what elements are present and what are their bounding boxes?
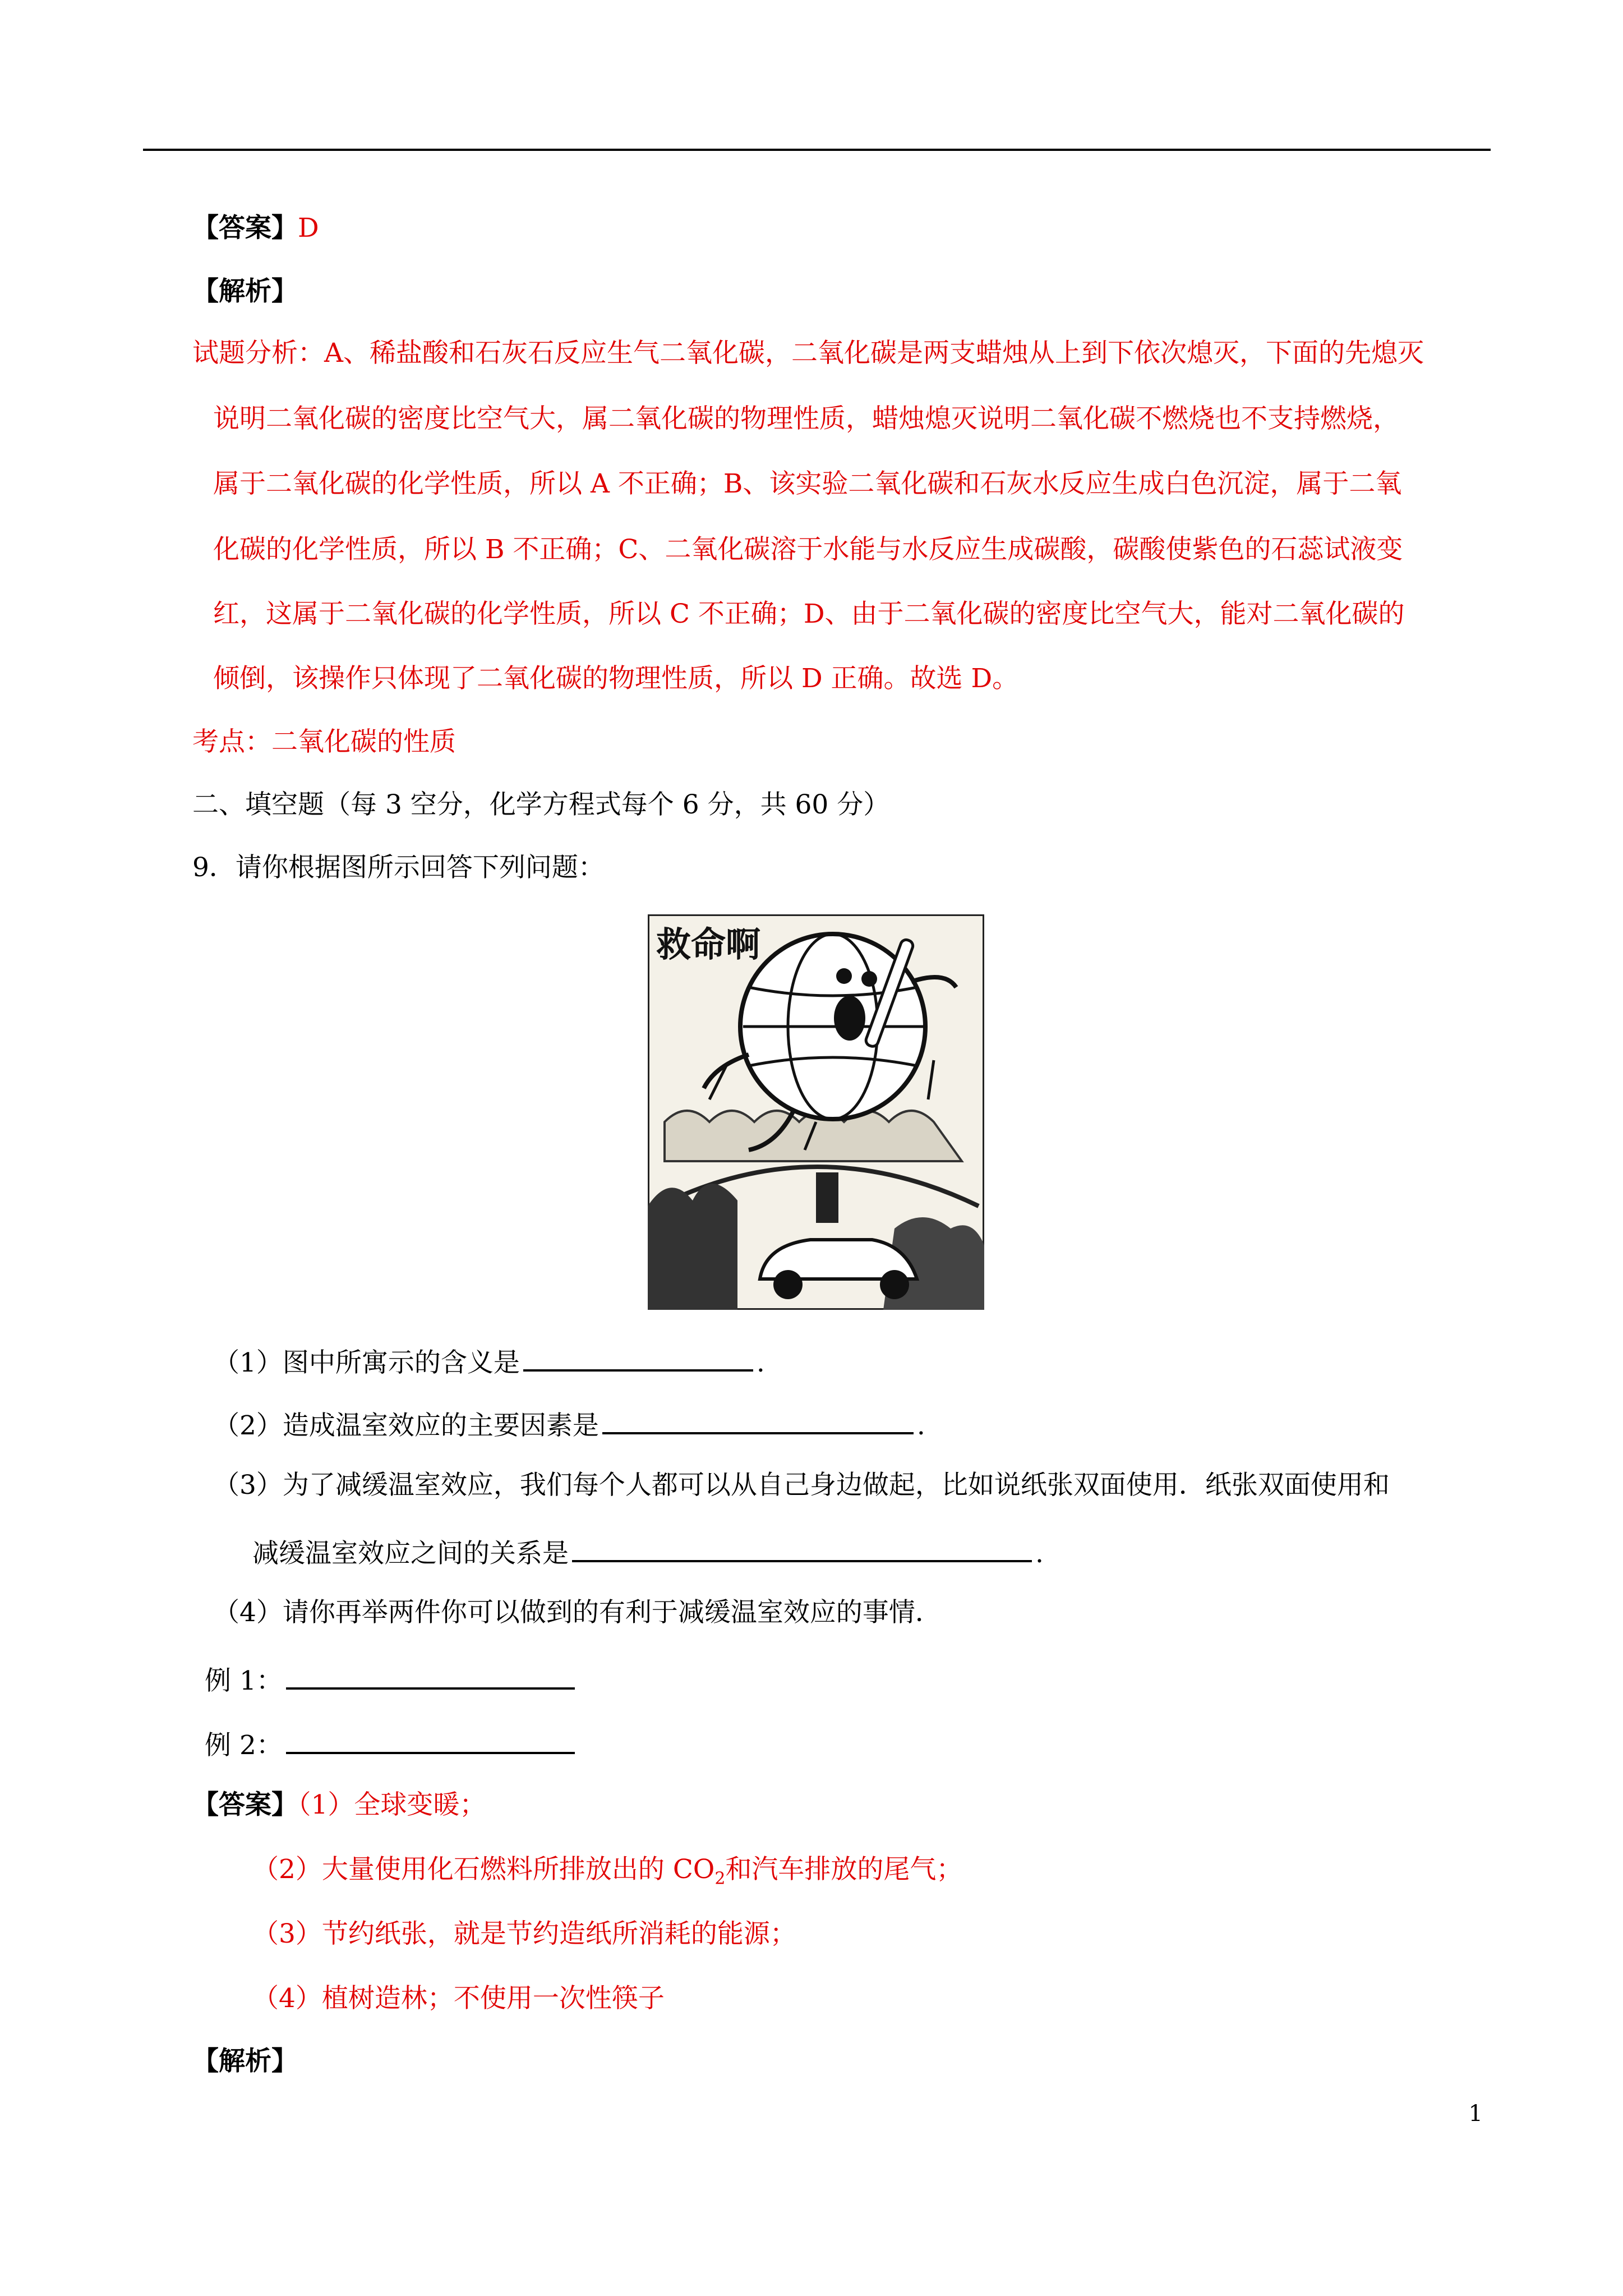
analysis-2-label: 【解析】 [192, 2046, 298, 2077]
section-2-title: 二、填空题（每 3 空分，化学方程式每个 6 分，共 60 分） [192, 789, 890, 820]
q9-sub-4: （4）请你再举两件你可以做到的有利于减缓温室效应的事情． [213, 1597, 942, 1628]
analysis-1-line-5: 红，这属于二氧化碳的化学性质，所以 C 不正确；D、由于二氧化碳的密度比空气大，能对二氧化碳的 [213, 599, 1405, 629]
blank-2[interactable] [602, 1405, 914, 1434]
cartoon-caption: 救命啊 [656, 924, 761, 965]
analysis-1-line-2: 说明二氧化碳的密度比空气大，属二氧化碳的物理性质，蜡烛熄灭说明二氧化碳不燃烧也不支持燃烧， [213, 403, 1399, 434]
global-warming-cartoon [648, 914, 984, 1310]
header-rule [143, 149, 1491, 151]
analysis-1-line-1: 试题分析：A、稀盐酸和石灰石反应生气二氧化碳，二氧化碳是两支蜡烛从上到下依次熄灭，下面的先熄灭 [192, 338, 1424, 369]
analysis-1-line-4: 化碳的化学性质，所以 B 不正确；C、二氧化碳溶于水能与水反应生成碳酸，碳酸使紫色的石蕊试液变 [213, 534, 1403, 565]
answer-2-line-4: （4）植树造林；不使用一次性筷子 [252, 1983, 665, 2014]
analysis-1-line-6: 倾倒，该操作只体现了二氧化碳的物理性质，所以 D 正确。故选 D。 [213, 663, 1019, 694]
blank-example-2[interactable] [286, 1725, 575, 1754]
answer-2-line-2: （2）大量使用化石燃料所排放出的 $CO_2$和汽车排放的尾气； [252, 1854, 963, 1889]
answer-1: 【答案】D [192, 213, 319, 243]
analysis-1-label: 【解析】 [192, 276, 298, 307]
q9-sub-1: （1）图中所寓示的含义是 . [213, 1342, 765, 1380]
question-9-stem: 9．请你根据图所示回答下列问题： [192, 852, 605, 883]
blank-example-1[interactable] [286, 1660, 575, 1690]
q9-sub-3-line-2: 减缓温室效应之间的关系是 . [252, 1533, 1044, 1571]
answer-2-line-3: （3）节约纸张，就是节约造纸所消耗的能源； [252, 1918, 796, 1949]
page-number: 1 [1468, 2101, 1483, 2127]
blank-3[interactable] [572, 1533, 1032, 1562]
q9-sub-2: （2）造成温室效应的主要因素是 . [213, 1405, 925, 1443]
q9-sub-3-line-1: （3）为了减缓温室效应，我们每个人都可以从自己身边做起，比如说纸张双面使用．纸张双面使用和 [213, 1470, 1390, 1501]
example-1: 例 1： [205, 1660, 578, 1698]
example-2: 例 2： [205, 1725, 578, 1763]
answer-2-line-1: 【答案】（1）全球变暖； [192, 1789, 486, 1820]
analysis-1-line-3: 属于二氧化碳的化学性质，所以 A 不正确；B、该实验二氧化碳和石灰水反应生成白色沉淀，属于二氧 [213, 468, 1402, 499]
blank-1[interactable] [523, 1342, 753, 1372]
kaodian-1: 考点：二氧化碳的性质 [192, 726, 456, 757]
